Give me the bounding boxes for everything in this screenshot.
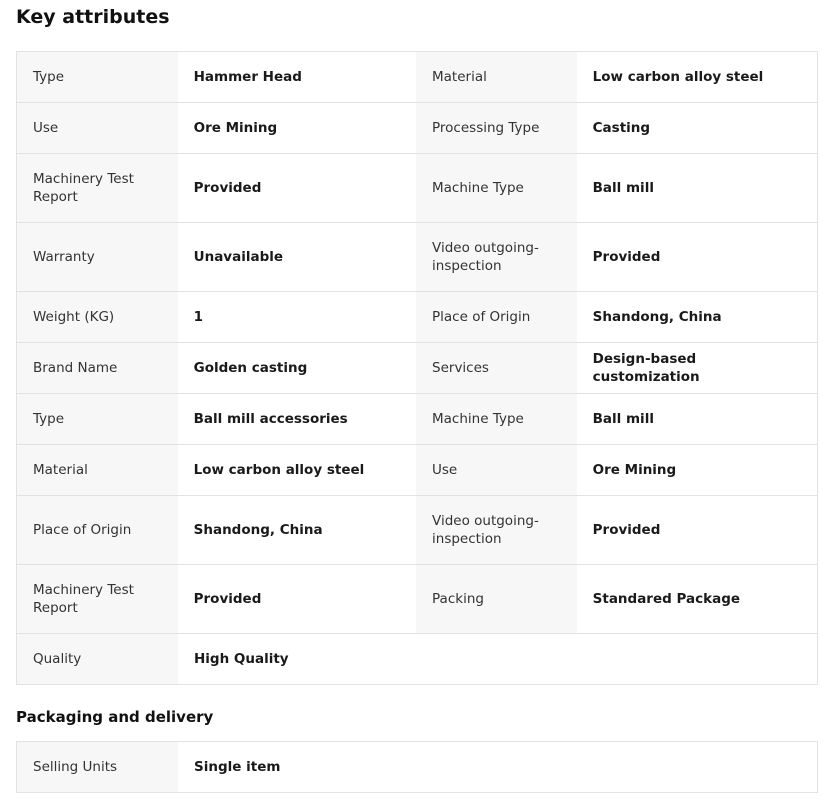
attribute-value: Casting (577, 103, 817, 153)
attribute-value: Standared Package (577, 565, 817, 633)
attribute-label: Use (17, 103, 178, 153)
attribute-value: Ball mill accessories (178, 394, 416, 444)
attribute-value: Single item (178, 742, 417, 792)
attribute-label: Packing (416, 565, 577, 633)
attribute-label: Machinery Test Report (17, 565, 178, 633)
attribute-row (17, 565, 817, 634)
attribute-value: Provided (577, 496, 817, 564)
attribute-label: Warranty (17, 223, 178, 291)
attribute-row (17, 292, 817, 343)
attribute-value: Low carbon alloy steel (178, 445, 416, 495)
attribute-label: Machine Type (416, 154, 577, 222)
attribute-row (17, 223, 817, 292)
packaging-delivery-table (16, 741, 818, 793)
attribute-value: 1 (178, 292, 416, 342)
attribute-row (17, 496, 817, 565)
attribute-label: Material (17, 445, 178, 495)
attribute-row (17, 52, 817, 103)
attribute-label: Processing Type (416, 103, 577, 153)
attribute-row (17, 634, 817, 684)
attribute-row (17, 394, 817, 445)
attribute-row (17, 742, 817, 792)
attribute-label: Material (416, 52, 577, 102)
attribute-label: Video outgoing-inspection (416, 223, 577, 291)
attribute-value: Unavailable (178, 223, 416, 291)
key-attributes-table (16, 51, 818, 685)
attribute-value: Golden casting (178, 343, 416, 393)
attribute-value: High Quality (178, 634, 417, 684)
attribute-label: Use (416, 445, 577, 495)
attribute-label: Place of Origin (17, 496, 178, 564)
attribute-label: Brand Name (17, 343, 178, 393)
attribute-value: Provided (178, 154, 416, 222)
attribute-value: Ore Mining (577, 445, 817, 495)
attribute-value: Provided (577, 223, 817, 291)
attribute-row (17, 154, 817, 223)
attribute-label: Weight (KG) (17, 292, 178, 342)
attribute-label: Machine Type (416, 394, 577, 444)
attribute-row (17, 103, 817, 154)
attribute-label: Services (416, 343, 577, 393)
attribute-label: Type (17, 52, 178, 102)
attribute-value: Ball mill (577, 154, 817, 222)
attribute-label: Place of Origin (416, 292, 577, 342)
packaging-delivery-title: Packaging and delivery (16, 708, 214, 726)
attribute-value: Ore Mining (178, 103, 416, 153)
attribute-row (17, 445, 817, 496)
attribute-label: Quality (17, 634, 178, 684)
attribute-label: Selling Units (17, 742, 178, 792)
attribute-label: Video outgoing-inspection (416, 496, 577, 564)
attribute-value: Design-based customization (577, 343, 817, 393)
attribute-label: Machinery Test Report (17, 154, 178, 222)
attribute-value: Shandong, China (178, 496, 416, 564)
attribute-value: Hammer Head (178, 52, 416, 102)
attribute-value: Low carbon alloy steel (577, 52, 817, 102)
attribute-row (17, 343, 817, 394)
attribute-value: Ball mill (577, 394, 817, 444)
attribute-value: Provided (178, 565, 416, 633)
attribute-value: Shandong, China (577, 292, 817, 342)
attribute-label: Type (17, 394, 178, 444)
key-attributes-title: Key attributes (16, 6, 170, 28)
